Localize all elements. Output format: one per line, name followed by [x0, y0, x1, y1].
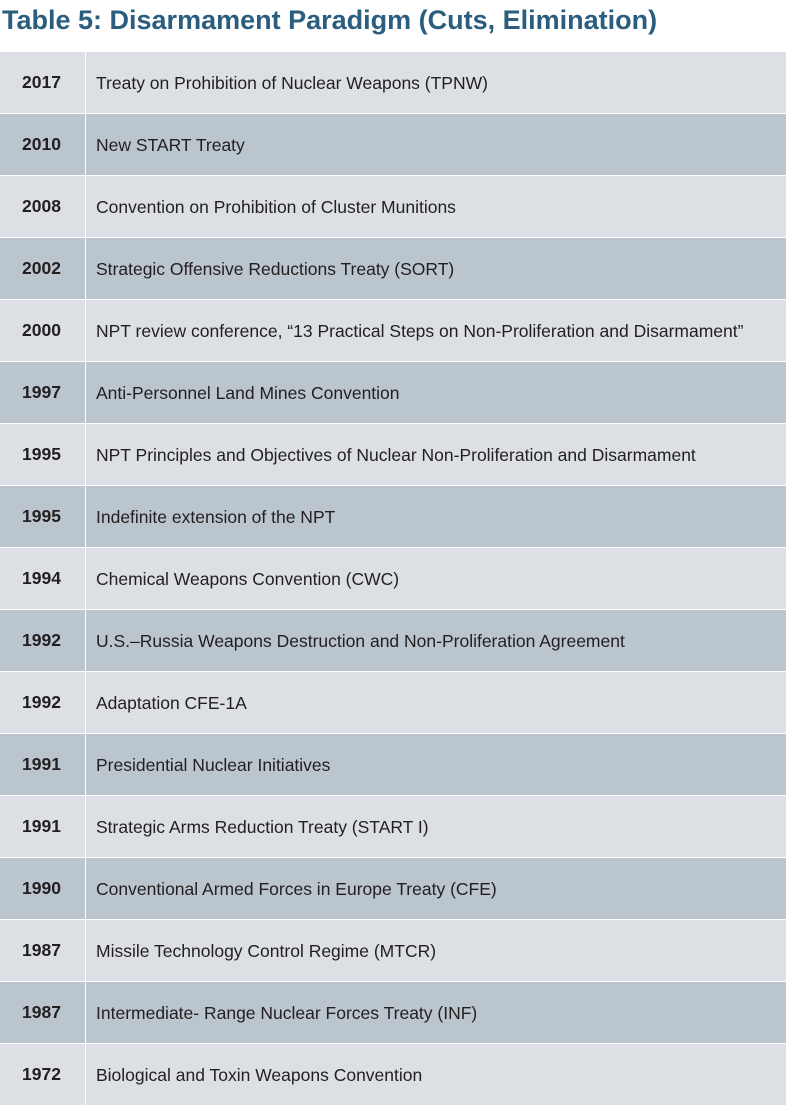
table-row: [0, 672, 786, 734]
table-title: Table 5: Disarmament Paradigm (Cuts, Elimination): [2, 5, 658, 35]
table-row: [0, 424, 786, 486]
table-row: [0, 982, 786, 1044]
table-row: [0, 114, 786, 176]
description-cell: Treaty on Prohibition of Nuclear Weapons (TPNW): [86, 52, 787, 114]
year-cell: 2000: [0, 300, 86, 362]
table-body: [0, 52, 786, 1106]
year-cell: 1994: [0, 548, 86, 610]
description-cell: Presidential Nuclear Initiatives: [86, 734, 787, 796]
description-cell: Chemical Weapons Convention (CWC): [86, 548, 787, 610]
table-row: [0, 796, 786, 858]
year-cell: 2002: [0, 238, 86, 300]
table-row: [0, 176, 786, 238]
table-row: [0, 52, 786, 114]
description-cell: Adaptation CFE-1A: [86, 672, 787, 734]
table-row: [0, 486, 786, 548]
table-row: [0, 300, 786, 362]
year-cell: 1991: [0, 734, 86, 796]
table-row: [0, 362, 786, 424]
description-cell: Indefinite extension of the NPT: [86, 486, 787, 548]
year-cell: 2017: [0, 52, 86, 114]
description-cell: Conventional Armed Forces in Europe Treaty (CFE): [86, 858, 787, 920]
table-row: [0, 858, 786, 920]
description-cell: New START Treaty: [86, 114, 787, 176]
year-cell: 1987: [0, 920, 86, 982]
description-cell: Biological and Toxin Weapons Convention: [86, 1044, 787, 1106]
year-cell: 1995: [0, 424, 86, 486]
disarmament-table: [0, 51, 786, 1106]
description-cell: Intermediate- Range Nuclear Forces Treaty (INF): [86, 982, 787, 1044]
description-cell: U.S.–Russia Weapons Destruction and Non-Proliferation Agreement: [86, 610, 787, 672]
year-cell: 1995: [0, 486, 86, 548]
year-cell: 1990: [0, 858, 86, 920]
year-cell: 2008: [0, 176, 86, 238]
year-cell: 1992: [0, 610, 86, 672]
description-cell: Anti-Personnel Land Mines Convention: [86, 362, 787, 424]
description-cell: NPT review conference, “13 Practical Steps on Non-Proliferation and Disarmament”: [86, 300, 787, 362]
table-row: [0, 1044, 786, 1106]
year-cell: 1991: [0, 796, 86, 858]
description-cell: Strategic Offensive Reductions Treaty (SORT): [86, 238, 787, 300]
table-row: [0, 920, 786, 982]
year-cell: 1972: [0, 1044, 86, 1106]
table-row: [0, 238, 786, 300]
table-row: [0, 734, 786, 796]
year-cell: 1987: [0, 982, 86, 1044]
year-cell: 2010: [0, 114, 86, 176]
year-cell: 1997: [0, 362, 86, 424]
description-cell: NPT Principles and Objectives of Nuclear Non-Proliferation and Disarmament: [86, 424, 787, 486]
table-row: [0, 548, 786, 610]
year-cell: 1992: [0, 672, 86, 734]
description-cell: Convention on Prohibition of Cluster Munitions: [86, 176, 787, 238]
description-cell: Missile Technology Control Regime (MTCR): [86, 920, 787, 982]
description-cell: Strategic Arms Reduction Treaty (START I): [86, 796, 787, 858]
table-row: [0, 610, 786, 672]
